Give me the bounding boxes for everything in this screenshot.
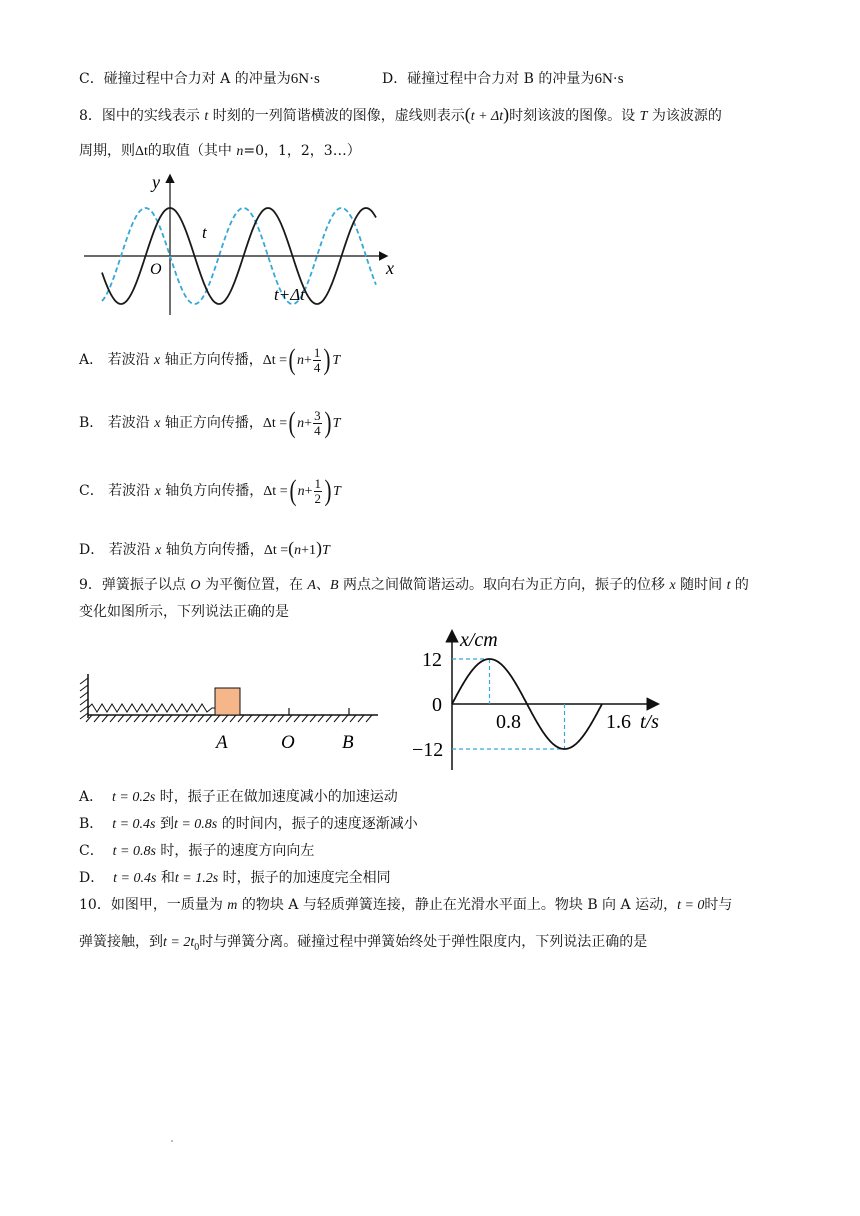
- option-label: A．: [79, 789, 104, 805]
- graph-x-label: t/s: [640, 711, 659, 733]
- q9-stem-line1: [79, 575, 749, 596]
- plus-sign: +: [304, 484, 313, 499]
- T-var: T: [332, 416, 341, 431]
- q8-stem-text: 的取值（其中: [147, 143, 237, 159]
- option-label: C．: [79, 483, 104, 499]
- q8-t-plus-dt: t + Δt: [470, 109, 504, 124]
- q8-stem-text: 时刻该波的图像。设: [509, 108, 640, 124]
- tick-neg12: −12: [412, 739, 444, 761]
- q9-stem-text: 随时间: [675, 577, 727, 593]
- block: [215, 688, 240, 715]
- q7-option-c-text: 碰撞过程中合力对 A 的冲量为: [103, 71, 291, 87]
- option-label: B．: [79, 816, 104, 832]
- tick-0: 0: [432, 694, 442, 716]
- q8-dashed-label: t+Δt: [274, 285, 305, 304]
- time-expr: t = 0.4s: [113, 871, 157, 886]
- q9-option-d: [79, 868, 391, 889]
- T-var: T: [332, 353, 341, 368]
- q8-number: 8．: [79, 108, 102, 124]
- q8-option-c: [79, 471, 341, 511]
- graph-y-label: x/cm: [460, 629, 498, 651]
- option-text: 到: [159, 816, 174, 832]
- T-var: T: [333, 484, 341, 499]
- delta-t: Δt =: [263, 543, 289, 558]
- q10-m-var: m: [227, 898, 238, 913]
- delta-t: Δt =: [263, 484, 288, 499]
- delta-t: Δt =: [262, 353, 287, 368]
- q7-option-d-text: 碰撞过程中合力对 B 的冲量为: [407, 71, 595, 87]
- option-label: C．: [79, 843, 104, 859]
- q10-stem-text: 如图甲，一质量为: [110, 897, 228, 913]
- option-label: D．: [79, 870, 105, 886]
- q8-x-label: x: [386, 258, 394, 278]
- q8-option-a: [79, 340, 340, 380]
- q8-stem-line1: [79, 104, 722, 127]
- tick-12: 12: [422, 649, 442, 671]
- q9-x-var: x: [669, 578, 676, 593]
- q9-xt-graph: [412, 628, 672, 773]
- paren-close: ): [316, 538, 323, 558]
- q10-stem-line2: [79, 932, 647, 958]
- q7-option-d: [382, 69, 624, 89]
- q8-t-var: t: [204, 109, 209, 124]
- numerator: 3: [314, 407, 321, 423]
- option-text: 轴正方向传播，: [160, 352, 263, 368]
- tick-0.8: 0.8: [496, 711, 521, 733]
- q9-option-a: [79, 787, 398, 808]
- q9-t-var: t: [726, 578, 731, 593]
- n-var: n: [297, 416, 305, 431]
- plus-sign: +: [304, 353, 312, 368]
- q9-stem-line2: [79, 602, 289, 622]
- option-text: 和: [160, 870, 175, 886]
- q8-stem-text: 周期，则: [79, 143, 135, 159]
- numerator: 1: [313, 344, 321, 360]
- q7-option-d-value: 6N·s: [594, 71, 624, 87]
- q9-sep: 、: [315, 577, 330, 593]
- q9-spring-figure: [76, 668, 386, 758]
- wall-hatch: [80, 678, 88, 719]
- axis-var: x: [155, 543, 162, 558]
- n-var: n: [297, 484, 305, 499]
- q8-stem-text: 为该波源的: [647, 108, 722, 124]
- delta-t: Δt =: [262, 416, 288, 431]
- time-expr: t = 0.2s: [112, 790, 156, 805]
- q8-option-d: [79, 536, 330, 560]
- fraction: [313, 346, 322, 375]
- q8-option-b: [79, 403, 340, 443]
- option-text: 的时间内，振子的速度逐渐减小: [221, 816, 418, 832]
- q7-option-c-value: 6N·s: [290, 71, 320, 87]
- time-expr: t = 1.2s: [174, 871, 219, 886]
- paren-open: (: [288, 406, 296, 439]
- label-O: O: [281, 732, 295, 753]
- option-text: 若波沿: [108, 483, 155, 499]
- denominator: 4: [314, 422, 321, 438]
- q8-dt-symbol: Δt: [135, 144, 148, 159]
- numerator: 1: [314, 475, 321, 491]
- tick-1.6: 1.6: [606, 711, 631, 733]
- q8-paren-open: (: [464, 104, 471, 124]
- q9-A-var: A: [307, 578, 316, 593]
- denominator: 2: [314, 490, 321, 506]
- option-text: 轴负方向传播，: [161, 542, 264, 558]
- q8-paren-close: ): [503, 104, 510, 124]
- q9-O-var: O: [190, 578, 201, 593]
- fraction: [314, 477, 323, 506]
- q10-t-expr: t = 2t: [163, 935, 195, 950]
- paren-close: ): [324, 406, 332, 439]
- fraction: [313, 409, 322, 438]
- q9-stem-text: 为平衡位置，在: [200, 577, 308, 593]
- q9-B-var: B: [329, 578, 339, 593]
- denominator: 4: [313, 359, 321, 375]
- option-label: A．: [79, 352, 104, 368]
- q10-stem-line1: [79, 895, 732, 916]
- q8-T-var: T: [639, 109, 648, 124]
- option-text: 若波沿: [107, 352, 155, 368]
- time-expr: t = 0.4s: [112, 817, 156, 832]
- option-text: 若波沿: [107, 415, 155, 431]
- spring: [88, 704, 215, 712]
- plus-sign: +: [304, 416, 313, 431]
- q9-stem-text: 弹簧振子以点: [101, 577, 191, 593]
- time-expr: t = 0.8s: [112, 844, 156, 859]
- q9-stem-text: 的: [730, 577, 749, 593]
- q9-option-c: [79, 841, 314, 862]
- q10-t0-expr: t = 0: [677, 898, 705, 913]
- q8-stem-text: =0，1，2，3…）: [243, 143, 361, 159]
- q9-option-b: [79, 814, 418, 835]
- time-expr: t = 0.8s: [173, 817, 218, 832]
- paren-close: ): [323, 343, 331, 376]
- q8-wave-figure: [84, 170, 404, 320]
- q7-option-d-label: D．: [382, 71, 408, 87]
- q10-subscript: 0: [194, 941, 200, 953]
- speck: [171, 1140, 173, 1142]
- option-text: 轴负方向传播，: [160, 483, 264, 499]
- option-label: B．: [79, 415, 104, 431]
- q8-stem-text: 时刻的一列简谐横波的图像，虚线则表示: [208, 108, 465, 124]
- n-var: n: [294, 543, 302, 558]
- q7-option-c-label: C．: [79, 71, 104, 87]
- q10-stem-text: 的物块 A 与轻质弹簧连接，静止在光滑水平面上。物块 B 向 A 运动，: [237, 897, 678, 913]
- q8-y-label: y: [152, 172, 160, 192]
- q9-number: 9．: [79, 577, 102, 593]
- q10-stem-text: 时与: [704, 897, 733, 913]
- q7-option-c: [79, 69, 320, 89]
- q8-stem-text: 图中的实线表示: [101, 108, 205, 124]
- q8-origin-label: O: [150, 261, 162, 278]
- label-B: B: [342, 732, 354, 753]
- n-var: n: [297, 353, 304, 368]
- option-text: 时，振子的速度方向向左: [160, 843, 315, 859]
- option-text: 时，振子正在做加速度减小的加速运动: [159, 789, 398, 805]
- q9-stem-text: 两点之间做简谐运动。取向右为正方向，振子的位移: [338, 577, 670, 593]
- axis-var: x: [154, 353, 161, 368]
- floor-hatch: [86, 715, 372, 722]
- q8-n-var: n: [236, 144, 244, 159]
- label-A: A: [216, 732, 228, 753]
- paren-open: (: [289, 474, 297, 507]
- option-label: D．: [79, 542, 105, 558]
- option-text: 若波沿: [108, 542, 156, 558]
- option-text: 时，振子的加速度完全相同: [222, 870, 391, 886]
- T-var: T: [322, 543, 330, 558]
- paren-open: (: [288, 343, 296, 376]
- option-text: 轴正方向传播，: [160, 415, 263, 431]
- axis-var: x: [154, 416, 161, 431]
- plus-one: +1: [301, 543, 317, 558]
- q10-number: 10．: [79, 897, 111, 913]
- paren-close: ): [324, 474, 332, 507]
- axis-var: x: [154, 484, 161, 499]
- q9-stem-text: 变化如图所示，下列说法正确的是: [79, 604, 289, 620]
- q8-stem-line2: [79, 141, 361, 162]
- q8-solid-label: t: [202, 223, 207, 242]
- q10-stem-text: 时与弹簧分离。碰撞过程中弹簧始终处于弹性限度内，下列说法正确的是: [199, 934, 648, 950]
- q10-stem-text: 弹簧接触，到: [79, 934, 163, 950]
- paren-open: (: [288, 538, 295, 558]
